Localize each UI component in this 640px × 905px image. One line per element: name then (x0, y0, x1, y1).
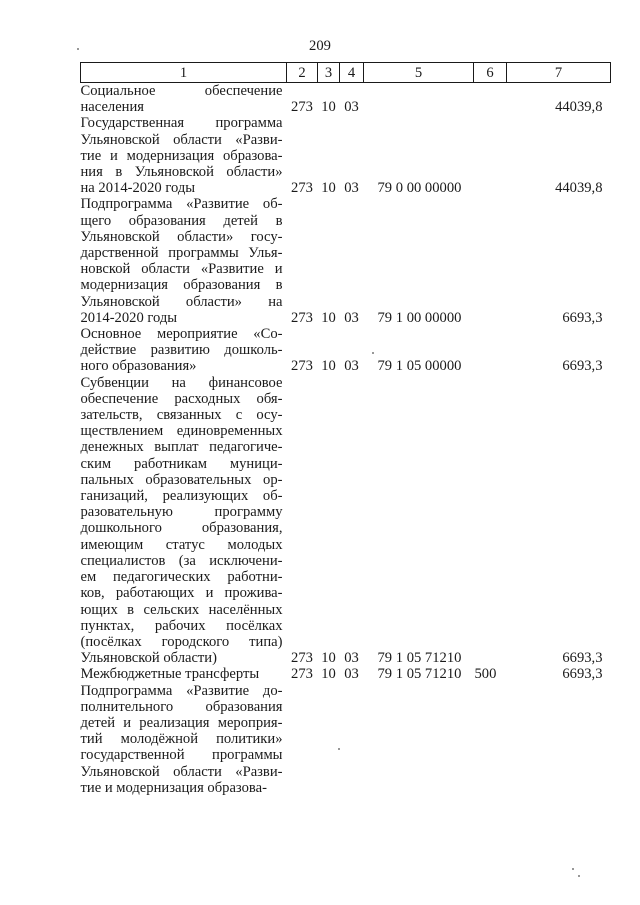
expense-type-code (474, 683, 507, 796)
description-line: действие развитию дошколь- (80, 342, 283, 359)
row-description (81, 666, 287, 682)
description-line: Ульяновской области) (80, 650, 217, 667)
admin-code: 273 (291, 650, 313, 667)
description-line: Социальное обеспечение (80, 83, 283, 99)
expense-type-code (474, 196, 507, 326)
description-line: Ульяновской области «Разви- (80, 131, 283, 148)
subsection-code (340, 683, 364, 796)
description-line: дарственной программы Улья- (80, 245, 283, 262)
admin-code: 273 (291, 666, 313, 683)
admin-code: 273 (291, 309, 313, 326)
scan-speck (372, 352, 374, 354)
description-line: Ульяновской области» госу- (80, 228, 283, 245)
description-line: ного образования» (80, 358, 197, 375)
amount: 6693,3 (562, 666, 603, 683)
description-line: пальных образовательных ор- (80, 471, 283, 488)
description-line: дошкольного образования, (80, 520, 283, 537)
row-description (81, 375, 287, 667)
table-row (81, 196, 611, 326)
description-line: щего образования детей в (80, 212, 283, 229)
amount (507, 683, 611, 796)
section-code: 10 (321, 666, 336, 683)
expense-type-code: 500 (474, 666, 497, 683)
description-line: Подпрограмма «Развитие до- (80, 682, 283, 699)
description-line: новской области «Развитие и (80, 261, 283, 278)
amount: 6693,3 (562, 650, 603, 667)
description-line: Государственная программа (80, 115, 283, 132)
admin-code: 273 (291, 180, 313, 197)
description-line: Ульяновской области» на (80, 293, 283, 310)
scan-speck (578, 875, 580, 877)
description-line: пунктах, рабочих посёлках (80, 617, 283, 634)
expense-type-code (474, 83, 507, 116)
header-col-5: 5 (364, 63, 474, 83)
target-article-code: 79 1 05 71210 (377, 666, 462, 683)
section-code (318, 683, 340, 796)
target-article-code: 79 1 00 00000 (377, 309, 462, 326)
section-code: 10 (321, 358, 336, 375)
expense-type-code (474, 115, 507, 196)
row-description (81, 196, 287, 326)
header-row (81, 63, 611, 83)
header-col-1: 1 (81, 63, 287, 83)
description-line: зательств, связанных с осу- (80, 407, 283, 424)
admin-code (287, 683, 318, 796)
subsection-code: 03 (344, 358, 359, 375)
row-description (81, 115, 287, 196)
header-col-2: 2 (287, 63, 318, 83)
table-row (81, 326, 611, 375)
scan-speck (572, 868, 574, 870)
table-row (81, 115, 611, 196)
row-description (81, 683, 287, 796)
description-line: имеющим статус молодых (80, 536, 283, 553)
subsection-code: 03 (344, 666, 359, 683)
description-line: тие и модернизация образова- (80, 147, 283, 164)
description-line: Субвенции на финансовое (80, 374, 283, 391)
description-line: на 2014-2020 годы (80, 180, 196, 197)
description-line: 2014-2020 годы (80, 309, 178, 326)
description-line: разовательную программу (80, 504, 283, 521)
table-row (81, 83, 611, 116)
amount: 6693,3 (562, 358, 603, 375)
subsection-code: 03 (344, 309, 359, 326)
target-article-code (364, 683, 474, 796)
target-article-code: 79 0 00 00000 (377, 180, 462, 197)
description-line: Межбюджетные трансферты (80, 666, 260, 683)
table-body (81, 83, 611, 796)
admin-code: 273 (291, 358, 313, 375)
expense-type-code (474, 375, 507, 667)
header-col-6: 6 (474, 63, 507, 83)
description-line: детей и реализация мероприя- (80, 714, 283, 731)
table-row (81, 683, 611, 796)
header-col-7: 7 (507, 63, 611, 83)
scan-speck (77, 48, 79, 50)
page-number: 209 (309, 38, 331, 54)
description-line: Ульяновской области «Разви- (80, 763, 283, 780)
target-article-code (364, 83, 474, 116)
description-line: ния в Ульяновской области» (80, 164, 283, 181)
scan-speck (338, 748, 340, 750)
subsection-code: 03 (344, 180, 359, 197)
description-line: специалистов (за исключени- (80, 552, 283, 569)
section-code: 10 (321, 650, 336, 667)
description-line: тий молодёжной политики» (80, 731, 283, 748)
description-line: денежных выплат педагогиче- (80, 439, 283, 456)
table-row (81, 375, 611, 667)
subsection-code: 03 (344, 650, 359, 667)
header-col-3: 3 (318, 63, 340, 83)
description-line: полнительного образования (80, 698, 283, 715)
admin-code: 273 (291, 99, 313, 116)
description-line: населения (80, 99, 145, 116)
target-article-code: 79 1 05 00000 (377, 358, 462, 375)
description-line: тие и модернизация образова- (80, 779, 267, 796)
section-code: 10 (321, 309, 336, 326)
header-col-4: 4 (340, 63, 364, 83)
amount: 44039,8 (555, 99, 603, 116)
description-line: государственной программы (80, 747, 283, 764)
subsection-code: 03 (344, 99, 359, 116)
target-article-code: 79 1 05 71210 (377, 650, 462, 667)
description-line: Подпрограмма «Развитие об- (80, 196, 283, 213)
budget-table (80, 62, 611, 796)
row-description (81, 326, 287, 375)
amount: 44039,8 (555, 180, 603, 197)
description-line: ков, работающих и прожива- (80, 585, 283, 602)
section-code: 10 (321, 99, 336, 116)
section-code: 10 (321, 180, 336, 197)
expense-type-code (474, 326, 507, 375)
description-line: ющих в сельских населённых (80, 601, 283, 618)
description-line: ским работникам муници- (80, 455, 283, 472)
description-line: ем педагогических работни- (80, 569, 283, 586)
description-line: Основное мероприятие «Со- (80, 326, 283, 343)
description-line: обеспечение расходных обя- (80, 390, 283, 407)
description-line: ганизаций, реализующих об- (80, 488, 283, 505)
table-row (81, 666, 611, 682)
description-line: (посёлках городского типа) (80, 633, 283, 650)
description-line: модернизация образования в (80, 277, 283, 294)
amount: 6693,3 (562, 309, 603, 326)
row-description (81, 83, 287, 116)
description-line: ществлением единовременных (80, 423, 283, 440)
